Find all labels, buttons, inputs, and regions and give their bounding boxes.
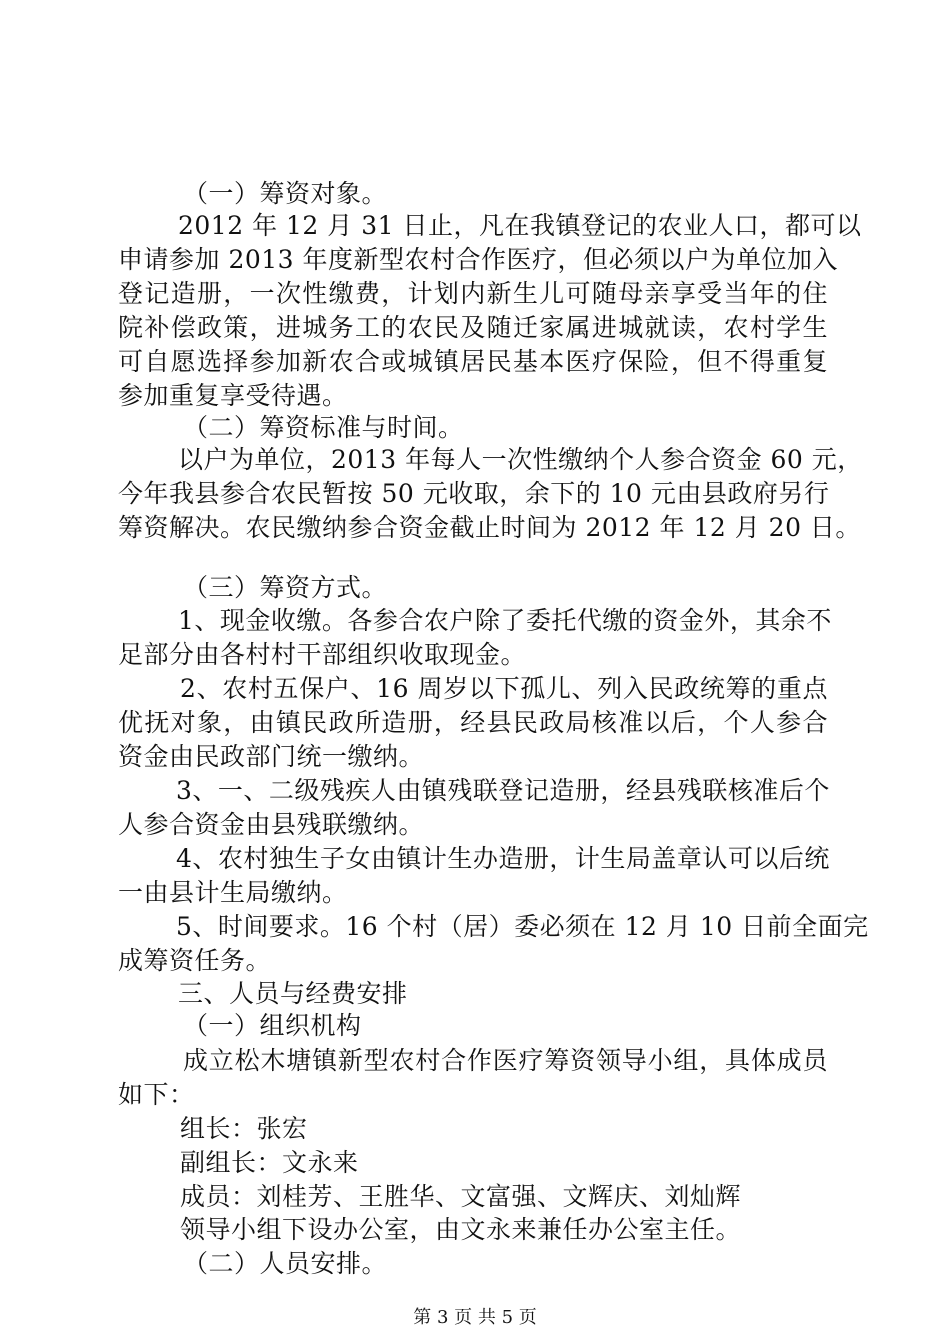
paragraph-line: 如下： xyxy=(118,1080,195,1109)
paragraph-line: 资金由民政部门统一缴纳。 xyxy=(118,742,425,771)
paragraph-line: 5、时间要求。16 个村（居）委必须在 12 月 10 日前全面完 xyxy=(176,912,869,941)
paragraph-line: 领导小组下设办公室，由文永来兼任办公室主任。 xyxy=(180,1215,742,1244)
section-heading: （一）组织机构 xyxy=(183,1011,362,1040)
section-heading: 三、人员与经费安排 xyxy=(178,979,408,1008)
paragraph-line: 足部分由各村村干部组织收取现金。 xyxy=(118,640,527,669)
paragraph-line: 人参合资金由县残联缴纳。 xyxy=(118,810,425,839)
paragraph-line: 组长：张宏 xyxy=(180,1114,308,1143)
paragraph-line: 参加重复享受待遇。 xyxy=(118,381,348,410)
paragraph-line: 今年我县参合农民暂按 50 元收取，余下的 10 元由县政府另行 xyxy=(118,479,830,508)
paragraph-line: 2012 年 12 月 31 日止，凡在我镇登记的农业人口，都可以 xyxy=(178,211,862,240)
paragraph-line: 优抚对象，由镇民政所造册，经县民政局核准以后，个人参合 xyxy=(118,708,828,737)
paragraph-line: 2、农村五保户、16 周岁以下孤儿、列入民政统筹的重点 xyxy=(180,674,828,703)
paragraph-line: 院补偿政策，进城务工的农民及随迁家属进城就读，农村学生 xyxy=(118,313,828,342)
section-heading: （二）筹资标准与时间。 xyxy=(183,413,464,442)
paragraph-line: 3、一、二级残疾人由镇残联登记造册，经县残联核准后个 xyxy=(176,776,830,805)
section-heading: （二）人员安排。 xyxy=(183,1249,388,1278)
paragraph-line: 成立松木塘镇新型农村合作医疗筹资领导小组，具体成员 xyxy=(183,1046,828,1075)
paragraph-line: 一由县计生局缴纳。 xyxy=(118,878,348,907)
paragraph-line: 登记造册，一次性缴费，计划内新生儿可随母亲享受当年的住 xyxy=(118,279,828,308)
page-number: 第 3 页 共 5 页 xyxy=(413,1307,537,1328)
paragraph-line: 4、农村独生子女由镇计生办造册，计生局盖章认可以后统 xyxy=(176,844,830,873)
paragraph-line: 成员：刘桂芳、王胜华、文富强、文辉庆、刘灿辉 xyxy=(180,1182,742,1211)
paragraph-line: 1、现金收缴。各参合农户除了委托代缴的资金外，其余不 xyxy=(178,606,832,635)
paragraph-line: 以户为单位，2013 年每人一次性缴纳个人参合资金 60 元， xyxy=(178,445,863,474)
section-heading: （一）筹资对象。 xyxy=(183,179,388,208)
section-heading: （三）筹资方式。 xyxy=(183,573,388,602)
paragraph-line: 副组长：文永来 xyxy=(180,1148,359,1177)
paragraph-line: 申请参加 2013 年度新型农村合作医疗，但必须以户为单位加入 xyxy=(118,245,839,274)
paragraph-line: 成筹资任务。 xyxy=(118,946,272,975)
paragraph-line: 可自愿选择参加新农合或城镇居民基本医疗保险，但不得重复 xyxy=(118,347,828,376)
paragraph-line: 筹资解决。农民缴纳参合资金截止时间为 2012 年 12 月 20 日。 xyxy=(118,513,861,542)
